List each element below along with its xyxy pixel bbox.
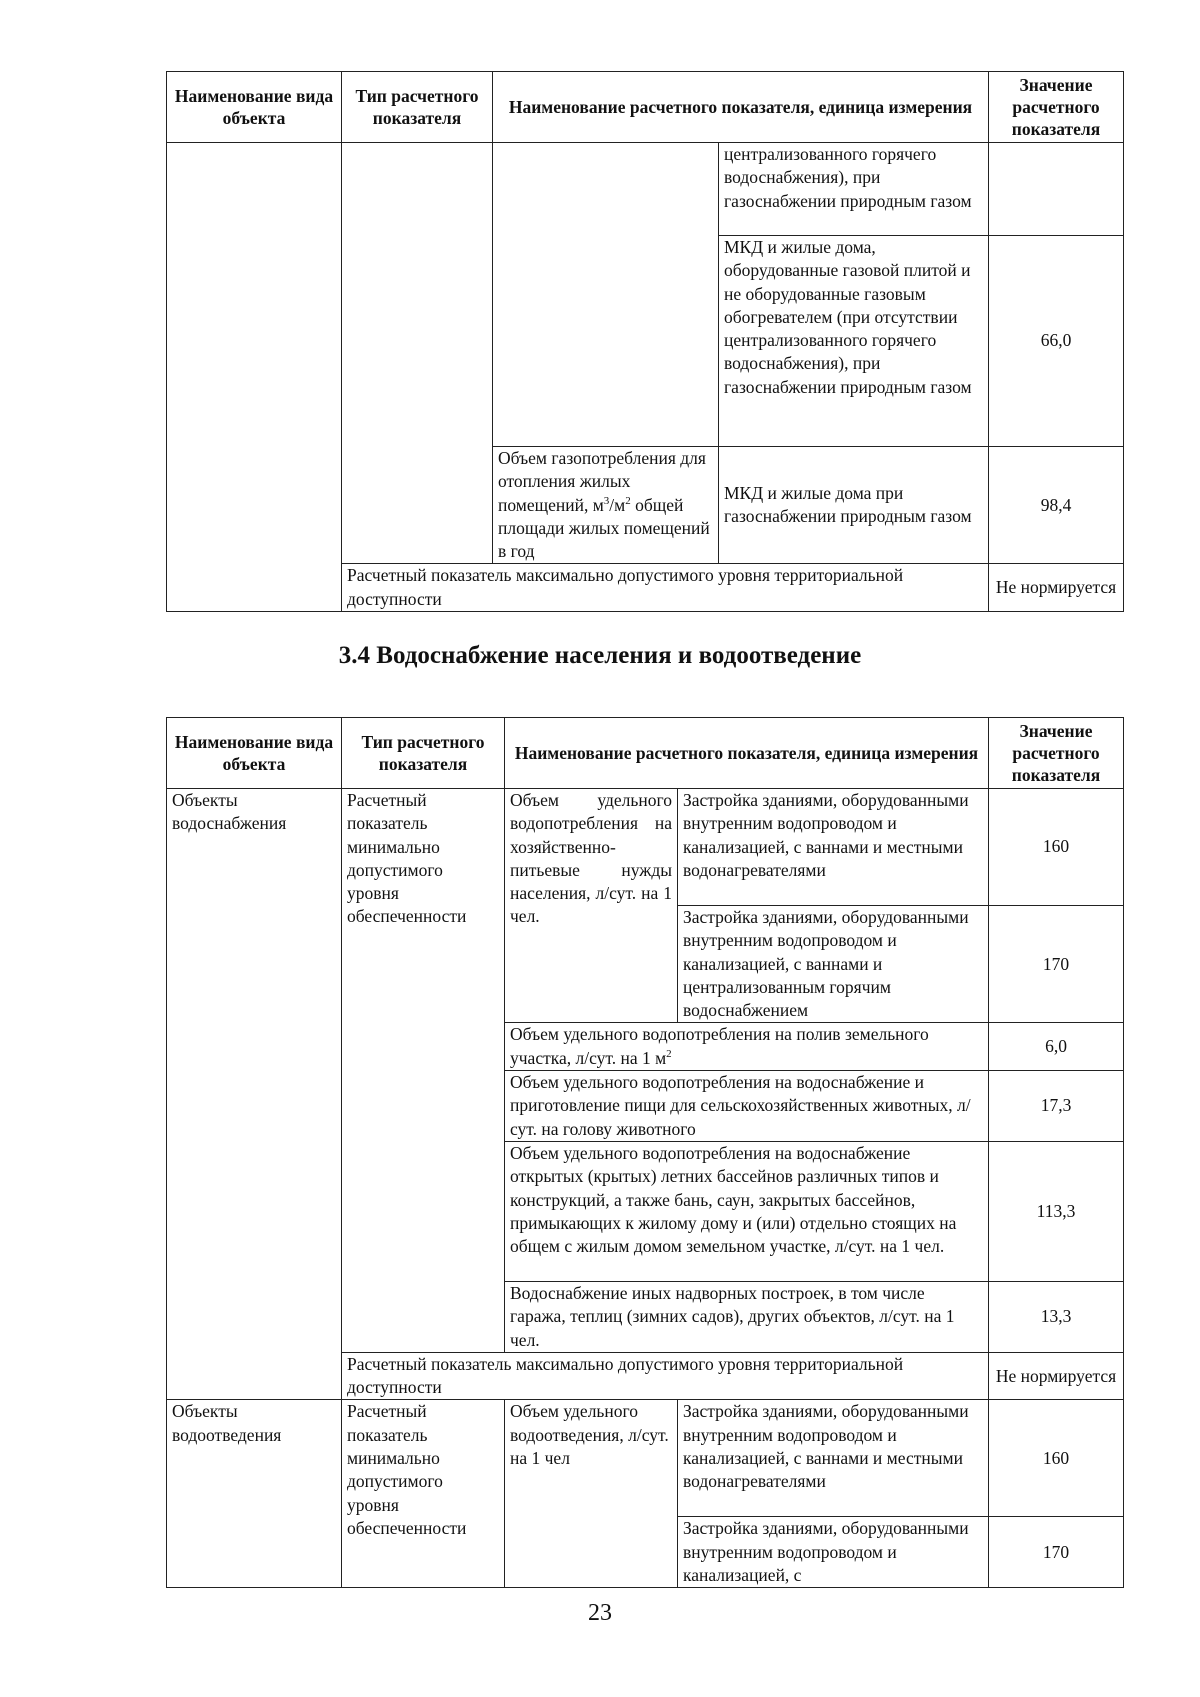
- table-row: [167, 1400, 1124, 1517]
- header-indicator-name: Наименование расчетного показателя, единица измерения: [493, 72, 989, 143]
- section-heading: 3.4 Водоснабжение населения и водоотведение: [338, 642, 862, 669]
- value-cell: 170: [989, 906, 1124, 1023]
- value-cell: 98,4: [989, 447, 1124, 564]
- value-cell: 17,3: [989, 1071, 1124, 1142]
- indicator-name-cell: [505, 1023, 989, 1071]
- condition-cell: МКД и жилые дома, оборудованные газовой плитой и не оборудованные газовым обогревателем (при отсутствии централизованного горячего водоснабжения), при газоснабжении природным газом: [719, 236, 989, 447]
- table-row: [167, 143, 1124, 236]
- condition-cell: МКД и жилые дома при газоснабжении природным газом: [719, 447, 989, 564]
- irrigation-name: Объем удельного водопотребления на полив земельного участка, л/сут. на 1 м: [510, 1024, 929, 1068]
- condition-cell: централизованного горячего водоснабжения), при газоснабжении природным газом: [719, 143, 989, 236]
- value-cell: 13,3: [989, 1281, 1124, 1352]
- indicator-type-cell: Расчетный показатель минимально допустимого уровня обеспеченности: [342, 1400, 505, 1588]
- header-value: Значение расчетного показателя: [989, 718, 1124, 789]
- page-number: 23: [588, 1600, 612, 1626]
- gas-heating-name-a: Объем газопотребления для отопления жилых помещений, м: [498, 448, 706, 515]
- condition-cell: Застройка зданиями, оборудованными внутренним водопроводом и канализацией, с ваннами и централизованным горячим водоснабжением: [678, 906, 989, 1023]
- indicator-name-cell: Объем удельного водопотребления на хозяйственно-питьевые нужды населения, л/сут. на 1 чел.: [505, 789, 678, 1023]
- value-cell: Не нормируется: [989, 1352, 1124, 1400]
- table-row: [167, 789, 1124, 906]
- value-cell: 160: [989, 789, 1124, 906]
- gas-supply-table: [166, 71, 1124, 612]
- condition-cell: Застройка зданиями, оборудованными внутренним водопроводом и канализацией, с ваннами и местными водонагревателями: [678, 1400, 989, 1517]
- access-indicator-cell: Расчетный показатель максимально допустимого уровня территориальной доступности: [342, 1352, 989, 1400]
- gas-heating-name-b: /м: [609, 494, 626, 515]
- indicator-name-cell: Водоснабжение иных надворных построек, в том числе гаража, теплиц (зимних садов), других объектов, л/сут. на 1 чел.: [505, 1281, 989, 1352]
- gas-heating-name-c: общей площади жилых помещений в год: [498, 494, 710, 562]
- table-header-row: [167, 718, 1124, 789]
- value-cell: 160: [989, 1400, 1124, 1517]
- indicator-name-cell: Объем удельного водопотребления на водоснабжение и приготовление пищи для сельскохозяйственных животных, л/сут. на голову животного: [505, 1071, 989, 1142]
- header-object-type: Наименование вида объекта: [167, 718, 342, 789]
- value-cell: 113,3: [989, 1141, 1124, 1281]
- object-type-cell: Объекты водоотведения: [167, 1400, 342, 1588]
- object-type-cell: [167, 143, 342, 612]
- condition-cell: Застройка зданиями, оборудованными внутренним водопроводом и канализацией, с: [678, 1517, 989, 1588]
- object-type-cell: Объекты водоснабжения: [167, 789, 342, 1400]
- indicator-type-cell: [342, 143, 493, 564]
- value-cell: [989, 143, 1124, 236]
- header-indicator-name: Наименование расчетного показателя, единица измерения: [505, 718, 989, 789]
- superscript: 3: [603, 494, 610, 507]
- value-cell: 170: [989, 1517, 1124, 1588]
- indicator-name-cell: Объем удельного водоотведения, л/сут. на 1 чел: [505, 1400, 678, 1588]
- water-supply-table: [166, 717, 1124, 1588]
- indicator-name-cell: Объем удельного водопотребления на водоснабжение открытых (крытых) летних бассейнов различных типов и конструкций, а также бань, саун, закрытых бассейнов, примыкающих к жилому дому и (или) отдельно стоящих на общем с жилым домом земельном участке, л/сут. на 1 чел.: [505, 1141, 989, 1281]
- value-cell: Не нормируется: [989, 564, 1124, 612]
- indicator-type-cell: Расчетный показатель минимально допустимого уровня обеспеченности: [342, 789, 505, 1353]
- table-header-row: [167, 72, 1124, 143]
- indicator-name-cell: [493, 143, 719, 447]
- header-value: Значение расчетного показателя: [989, 72, 1124, 143]
- value-cell: 6,0: [989, 1023, 1124, 1071]
- superscript: 2: [666, 1047, 672, 1060]
- indicator-name-cell: [493, 447, 719, 564]
- access-indicator-cell: Расчетный показатель максимально допустимого уровня территориальной доступности: [342, 564, 989, 612]
- superscript: 2: [625, 494, 631, 507]
- condition-cell: Застройка зданиями, оборудованными внутренним водопроводом и канализацией, с ваннами и местными водонагревателями: [678, 789, 989, 906]
- header-object-type: Наименование вида объекта: [167, 72, 342, 143]
- header-indicator-type: Тип расчетного показателя: [342, 718, 505, 789]
- header-indicator-type: Тип расчетного показателя: [342, 72, 493, 143]
- value-cell: 66,0: [989, 236, 1124, 447]
